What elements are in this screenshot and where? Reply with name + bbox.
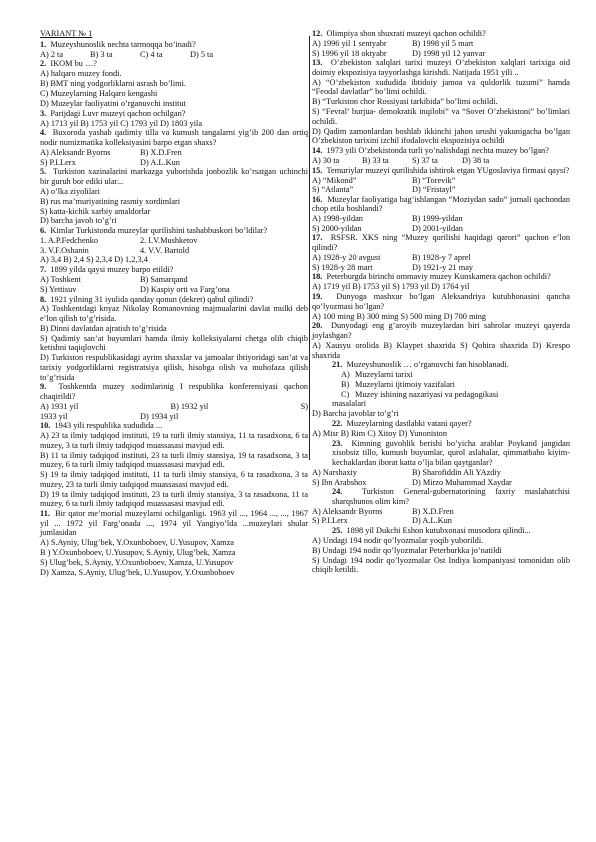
answer-line: A) Toshkentdagi knyaz Nikolay Romanovning majmualarini davlat mulki deb e’lon qilish to’g’risida. [40,304,308,324]
answer-option: A) Aleksandr Byorns [312,506,383,516]
answer-option: 1933 yil [40,411,68,421]
question-number: 24. [332,487,343,497]
question-number: 23. [332,438,343,448]
answer-option: S) Yettisuv [40,284,77,294]
sub-answer [341,390,570,400]
answer-option: D) A.L.Kun [412,516,452,526]
answer-option: B) “Torevik” [412,175,456,185]
question-text: Temuriylar muzeyi qurilishida ishtirok etgan YUgoslaviya firmasi qaysi? [326,165,570,175]
answer-line: S) Qadimiy san’at buyumlari hamda ilmiy kolleksiyalarni chetga olib chiqib ketishni taqiqlovchi [40,333,308,353]
answer-option: B) X.D.Fren [140,147,182,157]
sub-answer-text: Muzeylarni tarixi [355,370,413,380]
answer-row [312,185,570,195]
answer-row [40,412,308,422]
question-text: Toshkentda muzey xodimlarinig I respublika konferensiyasi qachon chaqirildi? [40,382,308,402]
answer-row [312,39,570,49]
answer-option: S) 1996 yil 18 oktyabr [312,48,387,58]
answer-option: A) 1996 yil 1 sentyabr [312,38,387,48]
answer-row [312,263,570,273]
question-text: 1943 yili respublika xududida ... [54,421,163,431]
question [40,128,308,147]
question-number: 5. [40,167,47,177]
question [40,509,308,538]
question-number: 2. [40,59,47,69]
sub-answer-text: Muzey ishining nazariyasi va pedagogikasi [355,389,499,399]
question-text: 1898 yil Dukchi Eshon kutubxonasi musodora qilindi... [346,525,531,535]
answer-line: D) Qadim zamonlardan boshlab ikkinchi jahon urushi yakunigacha bo’lgan O’zbekiston tarixini izchil ifodalovchi ekspozisiya ochildi [312,126,570,146]
answer-option: S) 1928-y 28 mart [312,262,373,272]
variant-title [40,29,308,39]
question [312,29,570,39]
answer-option: D) 38 ta [462,156,490,165]
question-text: Muzeyshunoslik … o’rganuvchi fan hisoblanadi. [346,360,509,370]
answer-option: S) [300,401,308,411]
question [40,265,308,275]
question-number: 10. [40,421,51,431]
question-number: 7. [40,265,47,275]
answer-line: B) BMT ning yodgorliklarni asrash bo’limi. [40,78,186,88]
answer-option: S) 37 ta [412,156,438,165]
question-number: 12. [312,29,323,38]
answer-option: B) Samarqand [140,275,188,285]
answer-line: S) 19 ta ilmiy tadqiqod instituti, 11 ta turli ilmiy stansiya, 6 ta rasadxona, 3 ta muzey, 23 ta turli ilmiy tadqiqod muassasasi mavjud edi. [40,470,308,489]
question-text: Turkiston xazinalarini markazga yuborishda jonbozlik ko’rsatgan uchinchi bir guruh bor ediki ular... [40,167,308,186]
answer-option: A) 30 ta [312,156,340,165]
question-text: IKOM bu …? [50,59,97,69]
question [312,233,570,252]
question [40,40,308,50]
answer-line: D) Muzeylar faoliyatini o’rganuvchi institut [40,98,186,108]
answer-option: B) 1998 yil 5 mart [412,38,474,48]
answer-option: A) 1998-yildan [312,214,363,224]
answer-option: 4. V.V. Bartold [140,245,190,255]
question-number: 18. [312,272,323,282]
question-number: 25. [332,525,343,535]
question [312,58,570,77]
question [312,272,570,282]
answer-option: S) P.I.Lerx [312,516,348,526]
answer-line: D) 19 ta ilmiy tadqiqod instituti, 23 ta turli ilmiy stansiya, 3 ta rasadxona, 11 ta muzey, 6 ta turli ilmiy tadqiqod muassasasi mavjud edi. [40,489,308,509]
question-number: 13. [312,58,323,68]
answer-line: D) Turkiston respublikasidagi ayrim shaxslar va jamoalar ihtiyoridagi san’at va tarixiy yodgorliklarni registratsiya qilish, hisobga olish va muhofaza qilish to’g’risida [40,353,308,382]
answer-row [312,253,570,263]
answer-line: D) Xamza, S.Ayniy, Ulug’bek, U.Yusupov, Y.Oxunboboev [40,568,235,578]
sub-answer [341,370,570,380]
answer-option: 3. V.F.Oshanin [40,245,89,255]
answer-line: C) Muzeylarning Halqaro kengashi [40,88,158,98]
answer-option: D) Mirzo Muhammad Xaydar [412,477,512,487]
question [40,295,308,305]
answer-row [312,224,570,234]
question-text: Peterburgda birinchi ommaviy muzey Kunskamera qachon ochildi? [326,272,551,282]
answer-line: D) barcha javob to’g’ri [40,216,117,226]
answer-line: A) 100 ming B) 300 ming S) 500 ming D) 700 ming [312,311,487,321]
question-text: Turkiston General-gubernatorining faxriy maslahatchisi sharqshunos olim kim? [332,487,570,506]
answer-row [312,478,570,488]
question [40,382,308,401]
answer-option: S) “Atlanta” [312,185,354,195]
answer-line: B) rus ma’muriyatining rasmiy xordimlari [40,196,181,206]
question [40,226,308,236]
answer-option: A) 1928-y 20 avgust [312,252,381,262]
answer-line: S) katta-kichik xarbiy amaldorlar [40,206,151,216]
answer-option: B) 1932 yil [170,401,209,411]
answer-line: A) 3,4 B) 2,4 S) 2,3,4 D) 1,2,3,4 [40,255,148,265]
question-text: Kimlar Turkistonda muzeylar qurilishini tashabbuskori bo’ldilar? [50,226,268,236]
answer-line: A) 23 ta ilmiy tadqiqod instituti, 19 ta turli ilmiy stansiya, 11 ta rasadxona, 6 ta muzey, 3 ta turli ilmiy tadqiqod muassasasi mavjud edi. [40,431,308,450]
answer-option: D) 1921-y 21 may [412,262,474,272]
question-number: 9. [40,382,47,392]
answer-option: D) 1934 yil [140,411,179,421]
sub-answer-list [341,370,570,399]
answer-line: A) o’lka ziyolilari [40,186,100,196]
question-number: 8. [40,294,47,304]
answer-option: B) 1999-yildan [412,214,463,224]
answer-option: A) Aleksandr Byorns [40,147,111,157]
right-column [312,29,570,575]
question-number: 6. [40,226,47,236]
answer-line: A) Xausyu orolida B) Klaypet shaxrida S) Qohira shaxrida D) Krespo shaxrida [312,340,570,360]
question-number: 19. [312,292,323,302]
answer-option: 2. I.V.Mushketov [140,236,198,246]
question-number: 16. [312,194,323,204]
question-number: 15. [312,165,323,175]
left-column [40,29,308,578]
answer-row [40,246,308,256]
question [312,526,570,536]
answer-line: A) 1719 yil B) 1753 yil S) 1793 yil D) 1764 yil [312,282,470,292]
question-text: RSFSR. XKS ning “Muzey qurilishi haqidagi qarori” qachon e’lon qilindi? [312,233,570,253]
answer-option: A) “Mikond” [312,175,357,185]
question-text: Muzeyshunoslik nechta tarmoqqa bo’inadi? [50,39,196,49]
answer-line: S) Ulug’bek, S.Ayniy, Y.Oxunboboev, Xamza, U.Yusupov [40,558,234,568]
answer-line: B) Undagi 194 nodir qo’lyozmalar Peterburkka jo’natildi [312,545,502,555]
answer-option: S) Ibn Arabshox [312,477,367,487]
question [312,195,570,214]
answer-option: B) 33 ta [362,156,389,165]
answer-row [312,156,570,166]
answer-line: B) 11 ta ilmiy tadqiqod instituti, 23 ta turli ilmiy stansiya, 19 ta rasadxona, 3 ta muzey, 6 ta turli ilmiy tadqiqod muassasasi mavjud edi. [40,450,308,470]
answer-row [40,236,308,246]
column-divider [309,36,310,460]
question [312,292,570,311]
question-text: Dunyoga mashxur bo’lgan Aleksandriya kutubhonasini qancha qo’lyozmasi bo’lgan? [312,292,570,311]
answer-row [40,50,308,60]
answer-line: D) Barcha javoblar to’g’ri [312,409,399,419]
answer-line: B) “Turkiston chor Rossiyasi tarkibida” bo’limi ochildi. [312,97,498,107]
question-number: 22. [332,419,343,429]
answer-line: S) Undagi 194 nodir qo’lyozmalar Ost Indiya kompaniyasi tomonidan olib chiqib ketildi. [312,555,570,575]
question-text: Buxoroda yashab qadimiy tilla va kumush tangalarni yig’ib 200 dan ortiq nodir numizmatika kolleksiyasini barpo etgan shaxs? [40,128,308,148]
answer-line: A) halqaro muzey fondi. [40,69,122,79]
answer-option: B) 1928-y 7 aprel [412,252,471,262]
answer-row [312,214,570,224]
question [40,167,308,186]
answer-option: D) 1998 yil 12 yanvar [412,48,486,58]
answer-line: A) “O’zbekiston xududida ibtidoiy jamoa va quldorlik tuzumi” hamda “Feodal davlatlar” bo’limi ochildi. [312,77,570,97]
answer-row [40,275,308,285]
question-text: Olimpiya shon shuxrati muzeyi qachon ochildi? [326,29,486,38]
answer-option: D) “Fristayl” [412,185,456,195]
question [40,109,308,119]
question-number: 11. [40,509,50,519]
question-number: 21. [332,360,343,370]
variant-title-text: VARIANT № 1 [40,29,93,38]
answer-option: D) A.L.Kun [140,157,180,167]
answer-line: A) Undagi 194 nodir qo’lyozmalar yoqib yuborildi. [312,535,484,545]
question-text: Parijdagi Luvr muzeyi qachon ochilgan? [50,108,186,118]
question-text: Muzeylarning dastlabki vatani qayer? [346,419,472,429]
answer-line: masalalari [332,399,367,409]
answer-line: A) Misr B) Rim C) Xitoy D) Yunoniston [312,428,447,438]
answer-option: D) 5 ta [190,49,214,59]
answer-row [312,468,570,478]
answer-line: S) “Fevral’ burjua- demokratik inqilobi” va “Sovet O’zbekistoni” bo’limlari ochildi. [312,107,570,126]
question [312,321,570,340]
answer-option: C) 4 ta [140,49,163,59]
question [40,421,308,431]
question-text: Muzeylar faoliyatiga bag’ishlangan “Moziydan sado” jurnali qachondan chop etila boshlandi? [312,194,570,214]
answer-option: D) 2001-yildan [412,223,463,233]
question-number: 3. [40,108,47,118]
answer-option: A) 1931 yil [40,401,79,411]
question-number: 1. [40,39,47,49]
sub-answer-marker: C) [341,389,350,399]
answer-row [40,158,308,168]
question [40,59,308,69]
answer-line: A) S.Ayniy, Ulug’bek, Y.Oxunboboev, U.Yusupov, Xamza [40,538,234,548]
question-text: Bir qator me’morial muzeylarni ochilganligi. 1963 yil ..., 1964 ..., ..., 1967 yil ... 1972 yil Farg’onada ..., 1974 yil Yangiyo’lda ...muzeylari shular jumlasidan [40,509,308,538]
sub-answer-marker: B) [341,379,350,389]
answer-option: S) P.I.Lerx [40,157,76,167]
answer-line: B ) Y.Oxunboboev, U.Yusupov, S.Ayniy, Ulug’bek, Xamza [40,548,236,558]
question [312,146,570,156]
question-number: 14. [312,146,323,156]
sub-answer-text: Muzeylarni ijtimoiy vazifalari [355,379,455,389]
question [312,487,570,506]
answer-option: B) X.D.Fren [412,506,454,516]
question-number: 17. [312,233,323,243]
question-text: Dunyodagi eng g’aroyib muzeylardan biri sahrolar muzeyi qayerda joylashgan? [312,321,570,341]
answer-line: B) Dinni davlatdan ajratish to’g’risida [40,323,167,333]
answer-row [40,402,308,412]
answer-row [312,49,570,59]
answer-option: S) 2000-yildan [312,223,362,233]
question-text: O’zbekiston xalqlari tarixi muzeyi O’zbekiston xalqlari tarixiga oid doimiy ekspozisiya tayyorlashga kirishdi. Natijada 1951 yili .. [312,58,570,77]
answer-option: A) Narshaxiy [312,467,357,477]
question-text: Kimning guvohlik berishi bo’yicha arablar Poykand jangidan xisobsiz tillo, kumush buyumlar, qurol aslahalar, qimmatbaho kiyim-kechaklardan iborat katta o’lja bilan qaytganlar? [332,438,570,468]
question [312,419,570,429]
answer-row [40,285,308,295]
answer-option: A) 2 ta [40,49,64,59]
question-number: 4. [40,128,47,138]
question [312,439,570,468]
question-text: 1973 yili O’zbekistonda turli yo’nalishdagi nechta muzey bo’lgan? [326,146,549,156]
question-text: 1899 yilda qaysi muzey barpo etildi? [50,265,174,275]
answer-option: 1. A.P.Fedchenko [40,236,99,246]
answer-line: A) 1713 yil B) 1753 yil C) 1793 yil D) 1803 yila [40,118,203,128]
answer-option: D) Kaspiy orti va Farg’ona [140,284,230,294]
question-number: 20. [312,321,323,331]
sub-answer-marker: A) [341,370,350,380]
question [312,166,570,176]
answer-row [312,516,570,526]
answer-row [312,507,570,517]
question-text: 1921 yilning 31 iyulida qanday qonun (dekret) qabul qilindi? [50,294,254,304]
sub-answer [341,380,570,390]
answer-option: B) 3 ta [90,49,113,59]
question [312,360,570,370]
answer-row [40,148,308,158]
answer-row [312,176,570,186]
answer-option: B) Sharofiddin Ali YAzdiy [412,467,501,477]
answer-option: A) Toshkent [40,275,81,285]
